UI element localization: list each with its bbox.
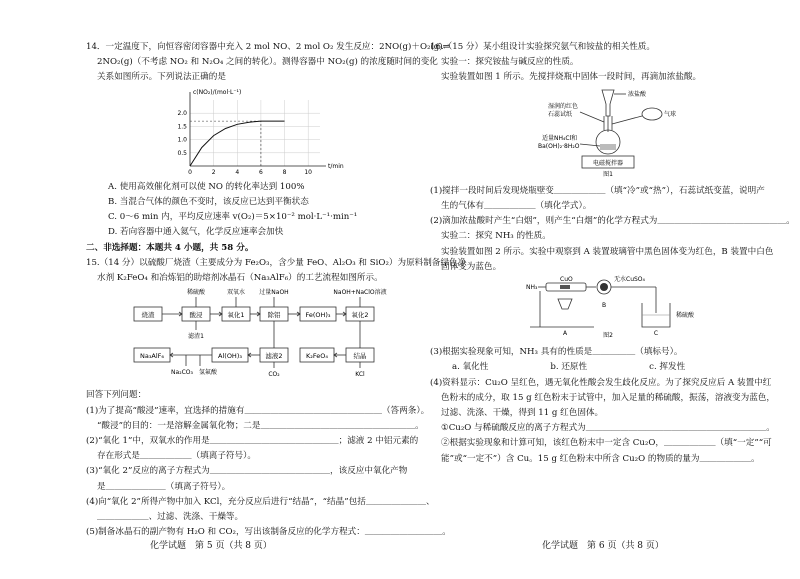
flow-box-k2feo4: K₂FeO₄ <box>306 352 328 361</box>
q14-option-d: D. 若向容器中通入氦气，化学反应速率会加快 <box>108 227 284 238</box>
q16-part-4-1: ①Cu₂O 与稀硫酸反应的离子方程式为＿＿＿＿＿＿＿＿＿＿＿＿＿＿＿＿＿＿＿＿＿。 <box>441 423 775 434</box>
flow-box-acid-leach: 酸浸 <box>189 311 203 320</box>
fig2-label-cuso4: 无水CuSO₄ <box>614 276 645 284</box>
flow-label-naoh: 过量NaOH <box>259 289 289 297</box>
q16-exp2-desc-2: 固体变为蓝色。 <box>441 261 502 272</box>
x-tick-label-5: 10 <box>304 168 313 174</box>
q16-part-1a: (1)搅拌一段时间后发现烧瓶壁变＿＿＿＿＿＿（填“冷”或“热”），石蕊试纸变蓝，说明产 <box>430 185 765 196</box>
flow-box-feoh3: Fe(OH)₃ <box>305 311 331 320</box>
q15-part-2b: 存在形式是＿＿＿＿＿＿（填离子符号）。 <box>97 451 256 462</box>
q15-stem-2: 水剂 K₂FeO₄ 和冶炼铝的助熔剂冰晶石（Na₃AlF₆）的工艺流程如图所示。 <box>97 273 383 284</box>
q16-part-1b: 生的气体有＿＿＿＿＿＿（填化学式）。 <box>441 201 592 212</box>
footer-page-6: 化学试题 第 6 页（共 8 页） <box>542 541 664 551</box>
x-tick-label-0: 0 <box>188 168 192 174</box>
q16-part-4b: 色粉末的成分，取 15 g 红色粉末于试管中，加入足量的稀硫酸，振荡，溶液变为蓝色， <box>441 392 776 403</box>
q16-option-c: c. 挥发性 <box>649 362 686 373</box>
fig2-label-a: A <box>562 330 568 338</box>
no2-concentration-chart <box>86 86 404 174</box>
q16-part-4-2a: ②根据实验现象和计算可知，该红色粉末中一定含 Cu₂O，＿＿＿＿＿＿（填“一定”“可 <box>441 438 772 449</box>
flow-label-residue-1: 滤渣1 <box>188 333 204 341</box>
flow-box-filtrate-2: 滤液2 <box>265 352 283 361</box>
q16-part-3-options <box>430 360 758 375</box>
flow-box-remove-al: 除铝 <box>267 311 281 320</box>
fig2-label-dilute-h2so4: 稀硫酸 <box>676 312 695 320</box>
x-axis-label: t/min <box>328 162 344 170</box>
q14-stem-3: 关系如图所示。下列说法正确的是 <box>97 72 226 83</box>
fig1-label-balloon: 气球 <box>664 110 677 118</box>
fig2-label-c: C <box>653 330 659 338</box>
q14-stem-2: 2NO₂(g)（不考虑 NO₂ 和 N₂O₄ 之间的转化）。测得容器中 NO₂(g) 的浓度随时间的变化 <box>97 57 438 68</box>
flow-box-oxidation-1: 氧化1 <box>227 311 245 320</box>
chart-plot <box>177 89 343 174</box>
fig1-label-nh4cl: 适量NH₄Cl和 <box>542 134 578 142</box>
q16-option-a: a. 氧化性 <box>452 362 489 373</box>
flow-label-h2so4: 稀硫酸 <box>186 289 206 297</box>
q15-part-1b: “酸浸”的目的：一是溶解金属氧化物；二是＿＿＿＿＿＿＿＿＿＿＿＿＿＿＿＿＿＿。 <box>97 420 424 431</box>
fig1-label-conc-hcl: 浓盐酸 <box>628 90 647 98</box>
q16-part-2: (2)滴加浓盐酸时产生“白烟”，则产生“白烟”的化学方程式为＿＿＿＿＿＿＿＿＿＿＿＿＿＿＿。 <box>430 216 795 227</box>
apparatus-figure-2 <box>430 275 758 339</box>
q14-option-a: A. 使用高效催化剂可以使 NO 的转化率达到 100% <box>108 181 305 192</box>
flow-label-naoh-naclo: NaOH+NaClO溶液 <box>333 289 387 297</box>
q16-exp1-title: 实验一：探究铵盐与碱反应的性质。 <box>441 57 579 68</box>
y-tick-label-2: 1.5 <box>177 123 187 131</box>
apparatus-figure-1 <box>430 86 758 178</box>
flow-label-na2co3: Na₂CO₃ <box>171 369 193 377</box>
q16-option-b: b. 还原性 <box>550 362 588 373</box>
fig1-label-litmus-1: 湿润的红色 <box>548 102 579 110</box>
fig2-label-b: B <box>602 302 607 310</box>
q15-part-2a: (2)“氧化 1”中，双氧水的作用是＿＿＿＿＿＿＿＿＿＿＿＿＿＿＿；滤液 2 中铝元素的 <box>86 436 419 447</box>
q16-exp1-desc: 实验装置如图 1 所示。先搅拌烧瓶中固体一段时间，再滴加浓盐酸。 <box>441 72 702 83</box>
flow-label-hf: 氢氟酸 <box>198 369 218 377</box>
y-tick-label-0: 0.5 <box>177 149 187 157</box>
flow-box-oxidation-2: 氧化2 <box>351 311 369 320</box>
q14-stem-1: 14．一定温度下，向恒容密闭容器中充入 2 mol NO、2 mol O₂ 发生反应：2NO(g)＋O₂(g)⇌ <box>86 42 450 52</box>
x-tick-label-2: 4 <box>235 168 240 174</box>
y-axis-label: c(NO₂)/(mol·L⁻¹) <box>193 88 242 96</box>
q15-part-4b: ＿＿＿＿＿＿、过滤、洗涤、干燥等。 <box>97 512 244 523</box>
x-tick-label-1: 2 <box>211 168 216 174</box>
q15-part-4a: (4)向“氧化 2”所得产物中加入 KCl，充分反应后进行“结晶”，“结晶”包括＿＿＿＿＿＿＿、 <box>86 496 435 507</box>
y-tick-label-3: 2.0 <box>177 109 187 117</box>
flow-label-kcl: KCl <box>355 371 365 379</box>
q15-stem-1: 15.（14 分）以硫酸厂烧渣（主要成分为 Fe₂O₃，含少量 FeO、Al₂O₃ 和 SiO₂）为原料制备绿色净 <box>86 257 467 268</box>
q14-option-c: C. 0～6 min 内，平均反应速率 v(O₂)＝5×10⁻² mol·L⁻¹·min⁻¹ <box>108 212 358 223</box>
fig2-label-nh3: NH₃ <box>526 284 538 292</box>
fig1-label-stirrer: 电磁搅拌器 <box>592 159 624 167</box>
q15-part-3b: 是＿＿＿＿＿＿＿（填离子符号）。 <box>97 481 231 492</box>
q15-part-5: (5)制备冰晶石的副产物有 H₂O 和 CO₂，写出该制备反应的化学方程式：＿＿＿＿＿＿＿＿＿。 <box>86 527 451 538</box>
fig1-label-litmus-2: 石蕊试纸 <box>548 110 573 118</box>
q15-answer-intro: 回答下列问题： <box>86 390 147 401</box>
q16-exp2-title: 实验二：探究 NH₃ 的性质。 <box>441 231 551 242</box>
right-page <box>430 40 795 467</box>
q16-part-4-2b: 能”或“一定不”）含 Cu。15 g 红色粉末中所含 Cu₂O 的物质的量为＿＿＿＿＿＿。 <box>441 453 760 464</box>
q15-part-3a: (3)“氧化 2”反应的离子方程式为＿＿＿＿＿＿＿＿＿＿＿＿＿＿，该反应中氧化产物 <box>86 466 408 477</box>
q16-part-3: (3)根据实验现象可知，NH₃ 具有的性质是＿＿＿＿＿（填标号）。 <box>430 347 683 358</box>
q16-exp2-desc-1: 实验装置如图 2 所示。实验中观察到 A 装置玻璃管中黑色固体变为红色，B 装置中白色 <box>441 246 774 257</box>
left-page <box>86 40 467 540</box>
flow-box-shaozha: 烧渣 <box>141 311 155 320</box>
q16-part-4c: 过滤、洗涤、干燥，得到 11 g 红色固体。 <box>441 408 604 419</box>
footer-page-5: 化学试题 第 5 页（共 8 页） <box>150 541 272 551</box>
q15-part-1a: (1)为了提高“酸浸”速率，宜选择的措施有＿＿＿＿＿＿＿＿＿＿＿＿＿＿＿＿（答两条）。 <box>86 405 430 416</box>
y-tick-label-1: 1.0 <box>177 136 187 144</box>
x-tick-label-4: 8 <box>282 168 287 174</box>
fig1-caption: 图1 <box>603 170 613 178</box>
flow-box-aloh3: Al(OH)₃ <box>218 352 242 361</box>
flow-box-crystallize: 结晶 <box>353 352 367 361</box>
q16-part-4a: (4)资料显示：Cu₂O 呈红色，遇无氧化性酸会发生歧化反应。为了探究反应后 A 装置中红 <box>430 377 772 388</box>
q14-option-b: B. 当混合气体的颜色不变时，该反应已达到平衡状态 <box>108 197 309 208</box>
flow-label-co2: CO₂ <box>268 371 280 379</box>
flow-label-h2o2: 双氧水 <box>226 289 246 297</box>
q16-stem: 16.（15 分）某小组设计实验探究氨气和铵盐的相关性质。 <box>430 42 655 52</box>
flow-box-na3alf6: Na₃AlF₆ <box>139 352 165 361</box>
process-flow-diagram <box>86 286 404 382</box>
fig2-caption: 图2 <box>603 332 613 340</box>
fig2-label-cuo: CuO <box>560 276 573 284</box>
fig1-label-baoh2: Ba(OH)₂·8H₂O <box>538 142 580 150</box>
x-tick-label-3: 6 <box>258 168 263 174</box>
section-2-heading: 二、非选择题：本题共 4 小题，共 58 分。 <box>86 242 254 253</box>
